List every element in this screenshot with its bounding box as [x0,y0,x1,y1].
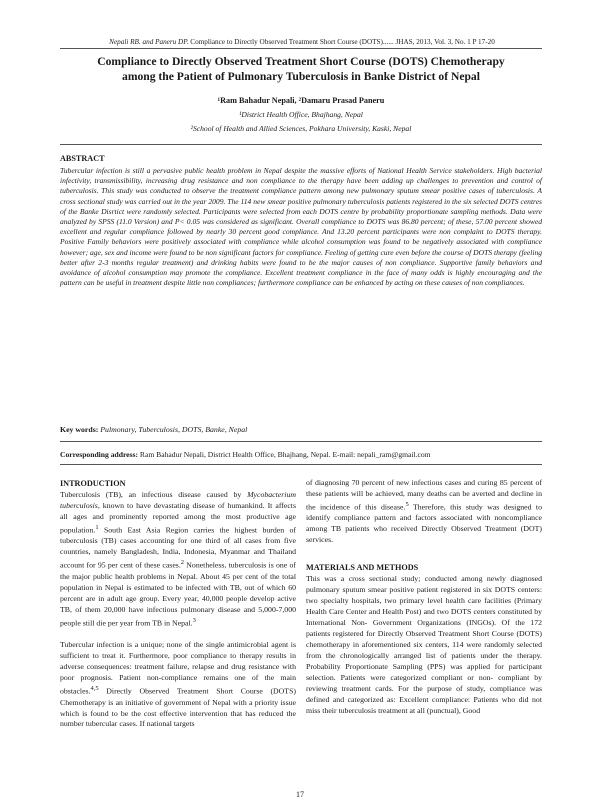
page-number: 17 [296,790,304,799]
species-name: Mycobacterium tuberculosis [60,490,296,510]
abstract-top-rule [60,144,542,145]
citation-ref: 3 [192,616,196,624]
running-head-authors: Nepali RB. and Paneru DP. [109,38,189,46]
running-head-citation: Compliance to Directly Observed Treatment Short Course (DOTS)...... JHAS, 2013, Vol. 3, No. 1 P 17-20 [190,38,495,46]
abstract-text: Tubercular infection is still a pervasive public health problem in Nepal despite the massive efforts of National Health Service stakeholders. High bacterial infectivity, transmissibility, increasing drug resistance and non compliance to the therapy have been adding up challenges to prevention and control of tuberculosis. This study was conducted to observe the treatment compliance pattern among new pulmonary sputum smear positive cases of tuberculosis. A cross sectional study was carried out in the year 2009. The 114 new smear positive pulmonary tuberculosis patients registered in the six selected DOTS centres of the Banke Disrtict were randomly selected. Participants were selected from each DOTS centre by probability proportionate sampling methods. Data were analyzed by SPSS (11.0 Version) and P< 0.05 was considered as significant. Overall compliance to DOTS was 86.80 percent; of these, 57.00 percent showed excellent and regular compliance followed by nearly 30 percent good compliance. And 13.20 percent participants were non complaint to DOTS therapy. Positive Family behaviors were positively associated with compliance while alcohol consumption was found to be negatively associated with compliance however; age, sex and income were found to be non significant factors for compliance. Feeling of getting cure even before the course of DOTS therapy (feeling better after 2-3 months regular treatment) and drinking habits were found to be the major causes of non compliance. Supportive family behaviors and avoidance of alcohol consumption may promote the compliance. Excellent treatment compliance in the face of many odds is highly encouraging and the pattern can be useful in treatment despite little non compliances; furthermore compliance can be enhanced by acting on these causes of non compliances. [60,166,542,288]
intro-text: Tubercular infection is a unique; none of the single antimicrobial agent is sufficient to treat it. Furthermore, poor compliance to therapy results in adverse consequences: treatment failure, relapse and drug resistance with poor prognosis. Patient non-compliance remains one of the main obstacles. [60,640,296,696]
paragraph-gap [60,629,296,640]
keywords-value: Pulmonary, Tuberculosis, DOTS, Banke, Nepal [100,425,248,434]
intro-text: of diagnosing 70 percent of new infectious cases and curing 85 percent of these patients will be achieved, many deaths can be averted and decline in the incidence of this disease. [306,478,542,512]
abstract-heading: ABSTRACT [60,154,105,163]
methods-paragraph: This was a cross sectional study; conducted among newly diagnosed pulmonary sputum smear positive patient registered in six DOTS centers: two specialty hospitals, two primary level health care facilities (Primary Health Care Center and Health Post) and two DOTS centers constituted by International Non- Government Organizations (INGOs). Of the 172 patients registered for Directly Observed Treatment Short Course (DOTS) chemotherapy in aforementioned six centers, 114 were randomly selected from the chronologically arranged list of patients under the therapy. Probability Proportionate Sampling (PPS) was applied for participant selection. Patients were categorized compliant or non- compliant by reviewing treatment cards. For the purpose of study, compliance was defined and categorized as: Excellent compliance: Patients who did not miss their tuberculosis treatment at all (punctual), Good [306,574,542,715]
title-line-1: Compliance to Directly Observed Treatment Short Course (DOTS) Chemotherapy [97,55,505,68]
right-column [306,478,542,717]
affiliation-1: ¹District Health Office, Bhajhang, Nepal [239,110,363,119]
author-list: ¹Ram Bahadur Nepali, ²Damaru Prasad Paneru [217,96,385,105]
citation-ref: 2 [180,559,185,567]
keywords [60,425,542,434]
article-title [60,54,542,85]
running-head [62,38,542,46]
intro-text: South East Asia Region carries the highest burden of tuberculosis (TB) cases accounting for one third of all cases from five countries, namely Bangladesh, India, Indonesia, Myanmar and Thailand account for 95 per cent of these cases. [60,525,296,570]
introduction-paragraph-2 [60,640,296,730]
header-rule [60,48,542,49]
intro-text: Nonetheless, tuberculosis is one of the major public health problems in Nepal. About 45 per cent of the total population in Nepal is estimated to be infected with TB, out of which 60 percent are in adult age group. Every year, 40,000 people develop active TB, of them 20,000 have infectious pulmonary disease and 5,000-7,000 people still die per year from TB in Nepal. [60,560,296,628]
intro-text: Directly Observed Treatment Short Course (DOTS) Chemotherapy is an initiative of government of Nepal with a priority issue which is found to be the cost effective intervention that has reduced the number tubercular cases. If national targets [60,686,296,729]
affiliation-2: ²School of Health and Allied Sciences, Pokhara University, Kaski, Nepal [190,124,412,133]
left-column [60,478,296,730]
corresponding-address [60,450,542,459]
citation-ref: 4,5 [90,685,99,693]
citation-ref: 5 [405,500,409,508]
corresponding-label: Corresponding address: [60,450,138,459]
corresponding-value: Ram Bahadur Nepali, District Health Office, Bhajhang, Nepal. E-mail: nepali_ram@gmail.com [139,450,431,459]
introduction-paragraph-1 [60,490,296,629]
keywords-label: Key words: [60,425,99,434]
body-top-rule [60,464,542,465]
introduction-heading: INTRODUCTION [60,479,126,488]
citation-ref: 1 [95,523,99,531]
intro-text: , known to have devastating disease of humankind. It affects all ages and prominently reported among the most productive age population. [60,500,296,535]
intro-text: Therefore, this study was designed to identify compliance pattern and factors associated with noncompliance among TB patients who received Directly Observed Treatment (DOT) services. [306,502,542,545]
title-line-2: among the Patient of Pulmonary Tuberculosis in Banke District of Nepal [122,70,480,84]
keywords-rule [60,441,542,442]
introduction-continued [306,478,542,546]
methods-heading: MATERIALS AND METHODS [306,563,419,573]
section-gap [306,546,542,562]
intro-text: Tuberculosis (TB), an infectious disease caused by [60,490,248,499]
